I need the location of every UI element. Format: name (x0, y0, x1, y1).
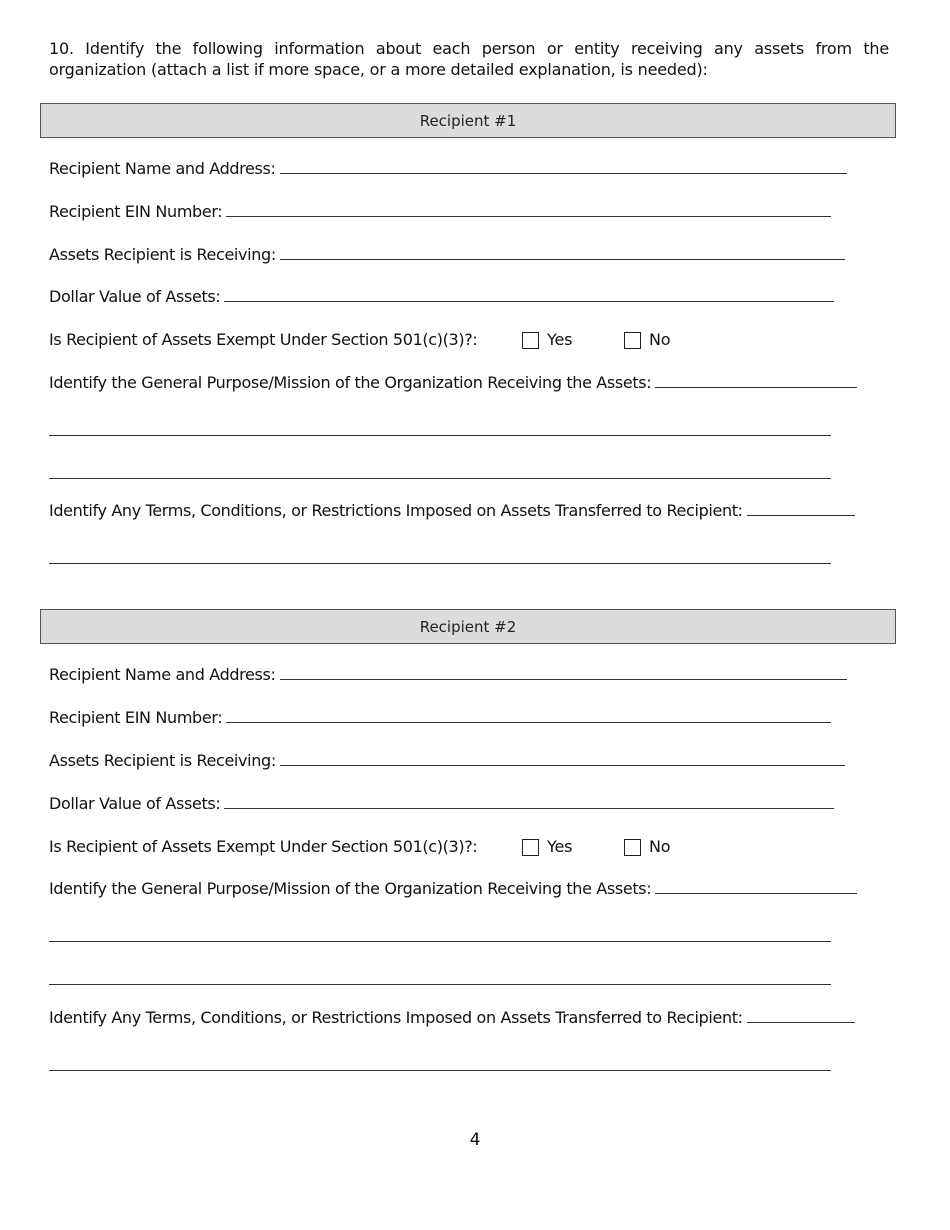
recipient-1-value-row (49, 286, 834, 308)
recipient-2-value-row (49, 793, 834, 815)
recipient-2-assets-label: Assets Recipient is Receiving: (49, 751, 276, 770)
recipient-1-yes-label: Yes (547, 330, 573, 349)
recipient-2-assets-field[interactable] (280, 751, 845, 766)
recipient-2-ein-field[interactable] (226, 708, 831, 723)
recipient-1-name-field[interactable] (280, 159, 847, 174)
recipient-2-terms-label: Identify Any Terms, Conditions, or Restrictions Imposed on Assets Transferred to Recipient: (49, 1008, 743, 1027)
recipient-2-purpose-field[interactable] (655, 879, 857, 894)
recipient-1-assets-row (49, 244, 845, 266)
recipient-1-purpose-line-2[interactable] (49, 435, 831, 436)
recipient-1-purpose-row (49, 372, 857, 394)
page-number: 4 (469, 1130, 481, 1150)
recipient-2-name-label: Recipient Name and Address: (49, 665, 276, 684)
recipient-2-assets-row (49, 750, 845, 772)
recipient-1-ein-row (49, 201, 831, 223)
recipient-2-name-row (49, 664, 847, 686)
recipient-1-purpose-label: Identify the General Purpose/Mission of the Organization Receiving the Assets: (49, 373, 652, 392)
recipient-2-purpose-label: Identify the General Purpose/Mission of the Organization Receiving the Assets: (49, 879, 652, 898)
recipient-2-terms-field[interactable] (747, 1008, 855, 1023)
recipient-1-no-checkbox[interactable] (624, 332, 641, 349)
recipient-2-value-field[interactable] (224, 794, 834, 809)
recipient-1-name-row (49, 158, 847, 180)
question-10-intro: 10. Identify the following information about each person or entity receiving any assets from the organization (attach a list if more space, or a more detailed explanation, is needed): (49, 39, 889, 79)
recipient-2-value-label: Dollar Value of Assets: (49, 794, 221, 813)
recipient-1-no-label: No (649, 330, 671, 349)
recipient-1-purpose-line-3[interactable] (49, 478, 831, 479)
recipient-2-purpose-line-3[interactable] (49, 984, 831, 985)
recipient-1-exempt-label: Is Recipient of Assets Exempt Under Section 501(c)(3)?: (49, 330, 478, 349)
recipient-2-purpose-line-2[interactable] (49, 941, 831, 942)
recipient-2-purpose-row (49, 878, 857, 900)
recipient-1-ein-label: Recipient EIN Number: (49, 202, 223, 221)
recipient-2-yes-label: Yes (547, 837, 573, 856)
recipient-1-terms-line-2[interactable] (49, 563, 831, 564)
recipient-2-no-checkbox[interactable] (624, 839, 641, 856)
recipient-2-name-field[interactable] (280, 665, 847, 680)
recipient-1-value-field[interactable] (224, 287, 834, 302)
recipient-2-exempt-label: Is Recipient of Assets Exempt Under Section 501(c)(3)?: (49, 837, 478, 856)
recipient-1-assets-label: Assets Recipient is Receiving: (49, 245, 276, 264)
recipient-2-ein-row (49, 707, 831, 729)
recipient-1-yes-checkbox[interactable] (522, 332, 539, 349)
recipient-2-ein-label: Recipient EIN Number: (49, 708, 223, 727)
recipient-2-no-label: No (649, 837, 671, 856)
recipient-1-terms-label: Identify Any Terms, Conditions, or Restrictions Imposed on Assets Transferred to Recipient: (49, 501, 743, 520)
recipient-1-terms-field[interactable] (747, 501, 855, 516)
recipient-1-value-label: Dollar Value of Assets: (49, 287, 221, 306)
recipient-2-header: Recipient #2 (40, 609, 896, 644)
recipient-1-terms-row (49, 500, 855, 522)
recipient-1-header: Recipient #1 (40, 103, 896, 138)
recipient-1-purpose-field[interactable] (655, 373, 857, 388)
recipient-1-ein-field[interactable] (226, 202, 831, 217)
recipient-2-terms-row (49, 1007, 855, 1029)
recipient-1-name-label: Recipient Name and Address: (49, 159, 276, 178)
recipient-1-assets-field[interactable] (280, 245, 845, 260)
recipient-2-yes-checkbox[interactable] (522, 839, 539, 856)
recipient-2-terms-line-2[interactable] (49, 1070, 831, 1071)
